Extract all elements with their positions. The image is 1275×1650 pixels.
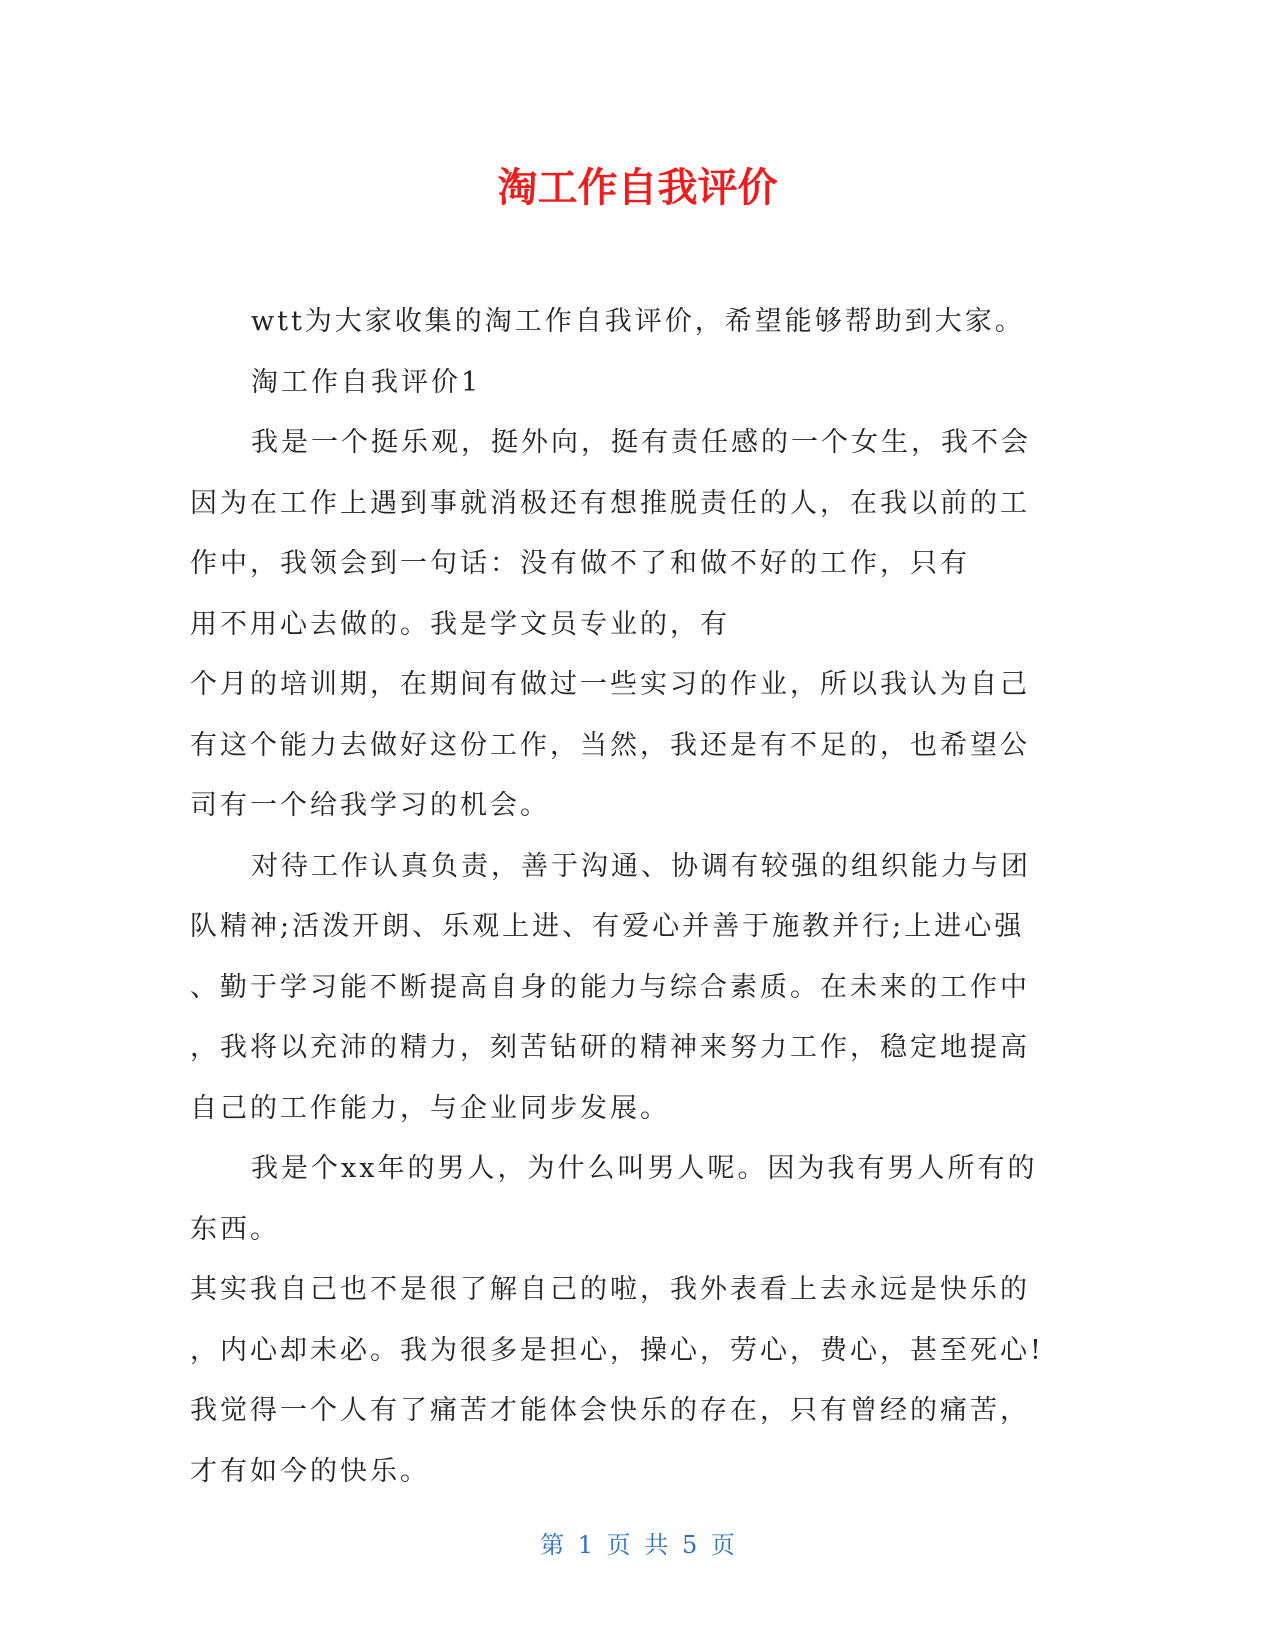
text-line: 因为在工作上遇到事就消极还有想推脱责任的人，在我以前的工: [190, 487, 1030, 519]
text-line: 我是个xx年的男人，为什么叫男人呢。因为我有男人所有的: [251, 1153, 1038, 1184]
text-line: 自己的工作能力，与企业同步发展。: [190, 1092, 670, 1124]
text-line: 对待工作认真负责，善于沟通、协调有较强的组织能力与团: [251, 850, 1031, 882]
text-line: 用不用心去做的。我是学文员专业的，有: [190, 608, 730, 640]
text-line: 才有如今的快乐。: [190, 1455, 430, 1487]
text-line: 其实我自己也不是很了解自己的啦，我外表看上去永远是快乐的: [190, 1274, 1030, 1305]
text-line: 司有一个给我学习的机会。: [190, 790, 550, 821]
text-line: 作中，我领会到一句话：没有做不了和做不好的工作，只有: [190, 548, 970, 579]
document-body: [190, 292, 1070, 1502]
text-line: wtt为大家收集的淘工作自我评价，希望能够帮助到大家。: [251, 306, 1025, 337]
text-line: 我觉得一个人有了痛苦才能体会快乐的存在，只有曾经的痛苦，: [190, 1395, 1030, 1426]
text-line: 东西。: [190, 1213, 280, 1245]
text-line: 我是一个挺乐观，挺外向，挺有责任感的一个女生，我不会: [251, 427, 1031, 458]
text-line: ，内心却未必。我为很多是担心，操心，劳心，费心，甚至死心!: [190, 1334, 1044, 1366]
text-line: 队精神;活泼开朗、乐观上进、有爱心并善于施教并行;上进心强: [190, 911, 1025, 942]
text-line: 、勤于学习能不断提高自身的能力与综合素质。在未来的工作中: [190, 971, 1030, 1003]
text-line: ，我将以充沛的精力，刻苦钻研的精神来努力工作，稳定地提高: [190, 1032, 1030, 1063]
text-line: 个月的培训期，在期间有做过一些实习的作业，所以我认为自己: [190, 669, 1030, 700]
page-title: 淘工作自我评价: [497, 165, 778, 211]
section-heading: 淘工作自我评价1: [251, 366, 482, 398]
text-line: 有这个能力去做好这份工作，当然，我还是有不足的，也希望公: [190, 729, 1030, 761]
page-number-footer: 第 1 页 共 5 页: [540, 1531, 735, 1559]
